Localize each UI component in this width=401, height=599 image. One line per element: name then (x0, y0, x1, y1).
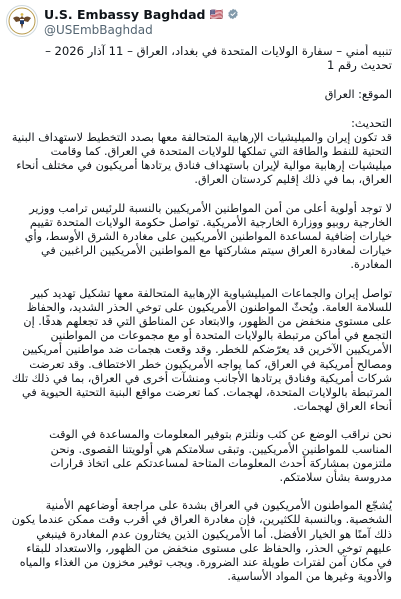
us-flag-icon: 🇺🇸 (209, 7, 224, 21)
embassy-seal-avatar[interactable] (6, 5, 38, 37)
alert-title: تنبيه أمني – سفارة الولايات المتحدة في بغداد، العراق – 11 آذار 2026 – تحديث رقم 1 (45, 44, 392, 73)
account-handle[interactable]: @USEmbBaghdad (44, 23, 153, 37)
display-name[interactable]: U.S. Embassy Baghdad (44, 6, 206, 22)
paragraph-threat: قد تكون إيران والميليشيات الإرهابية المتحالفة معها بصدد التخطيط لاستهداف البنية التحتية للنفط والطاقة التي تملكها للولايات المتحدة في العراق. كما وقامت ميليشيات إرهابية موالية لإيران باستهداف فنادق يرتادها أمريكيون في مختلف أنحاء العراق، بما في ذلك إقليم كردستان العراق. (11, 130, 392, 187)
post-header (0, 0, 401, 44)
post-body (10, 44, 392, 596)
paragraph-risks: تواصل إيران والجماعات الميليشياوية الإرهابية المتحالفة معها تشكيل تهديد كبير للسلامة العامة. ويُحثّ المواطنون الأمريكيون على توخي الحذر الشديد، والحفاظ على مستوى منخفض من الظهور، والابتعاد عن المناطق التي قد تجعلهم هدفًا. إن التجمع في أماكن مرتبطة بالولايات المتحدة أو مع مجموعات من المواطنين الأمريكيين الآخرين قد يعرّضكم للخطر. وقد وقعت هجمات ضد مواطنين أمريكيين ومصالح أمريكية في العراق، كما يواجه الأمريكيون خطر الاختطاف. وقد تعرضت شركات أمريكية وفنادق يرتادها الأجانب ومنشآت أخرى في العراق، بما في ذلك تلك المرتبطة بالولايات المتحدة، لهجمات. كما تعرضت مواقع البنية التحتية الحيوية في أنحاء العراق لهجمات. (11, 286, 392, 414)
paragraph-priority: لا توجد أولوية أعلى من أمن المواطنين الأمريكيين بالنسبة للرئيس ترامب ووزير الخارجية روبيو ووزارة الخارجية الأمريكية. تواصل حكومة الولايات المتحدة تقييم خيارات إضافية لمساعدة المواطنين الأمريكيين على مغادرة الشرق الأوسط، وأي خيارات لمغادرة العراق سيتم مشاركتها مع المواطنين الأمريكيين الراغبين في المغادرة. (24, 201, 392, 272)
verified-badge-icon[interactable] (227, 8, 239, 20)
paragraph-monitoring: نحن نراقب الوضع عن كثب ونلتزم بتوفير المعلومات والمساعدة في الوقت المناسب للمواطنين الأمريكيين. وتبقى سلامتكم هي أولويتنا القصوى. ونحن ملتزمون بمشاركة أحدث المعلومات المتاحة لمساعدتكم على اتخاذ قرارات مدروسة بشأن سلامتكم. (49, 428, 392, 485)
name-row (44, 6, 239, 22)
location-line: الموقع: العراق (324, 88, 392, 102)
paragraph-advice: يُشجّع المواطنون الأمريكيون في العراق بشدة على مراجعة أوضاعهم الأمنية الشخصية. وبالنسبة للكثيرين، فإن مغادرة العراق في أقرب وقت ممكن عندما يكون ذلك آمنًا هو الخيار الأفضل. أما الأمريكيون الذين يختارون عدم المغادرة فينبغي عليهم توخي الحذر، والحفاظ على مستوى منخفض من الظهور، والاستعداد للبقاء في مكان آمن لفترات طويلة عند الضرورة. ويجب توفير مخزون من الغذاء والمياه والأدوية وغيرها من المواد الأساسية. (11, 499, 392, 584)
eagle-seal-icon (7, 6, 37, 36)
update-label: التحديث: (351, 116, 392, 130)
